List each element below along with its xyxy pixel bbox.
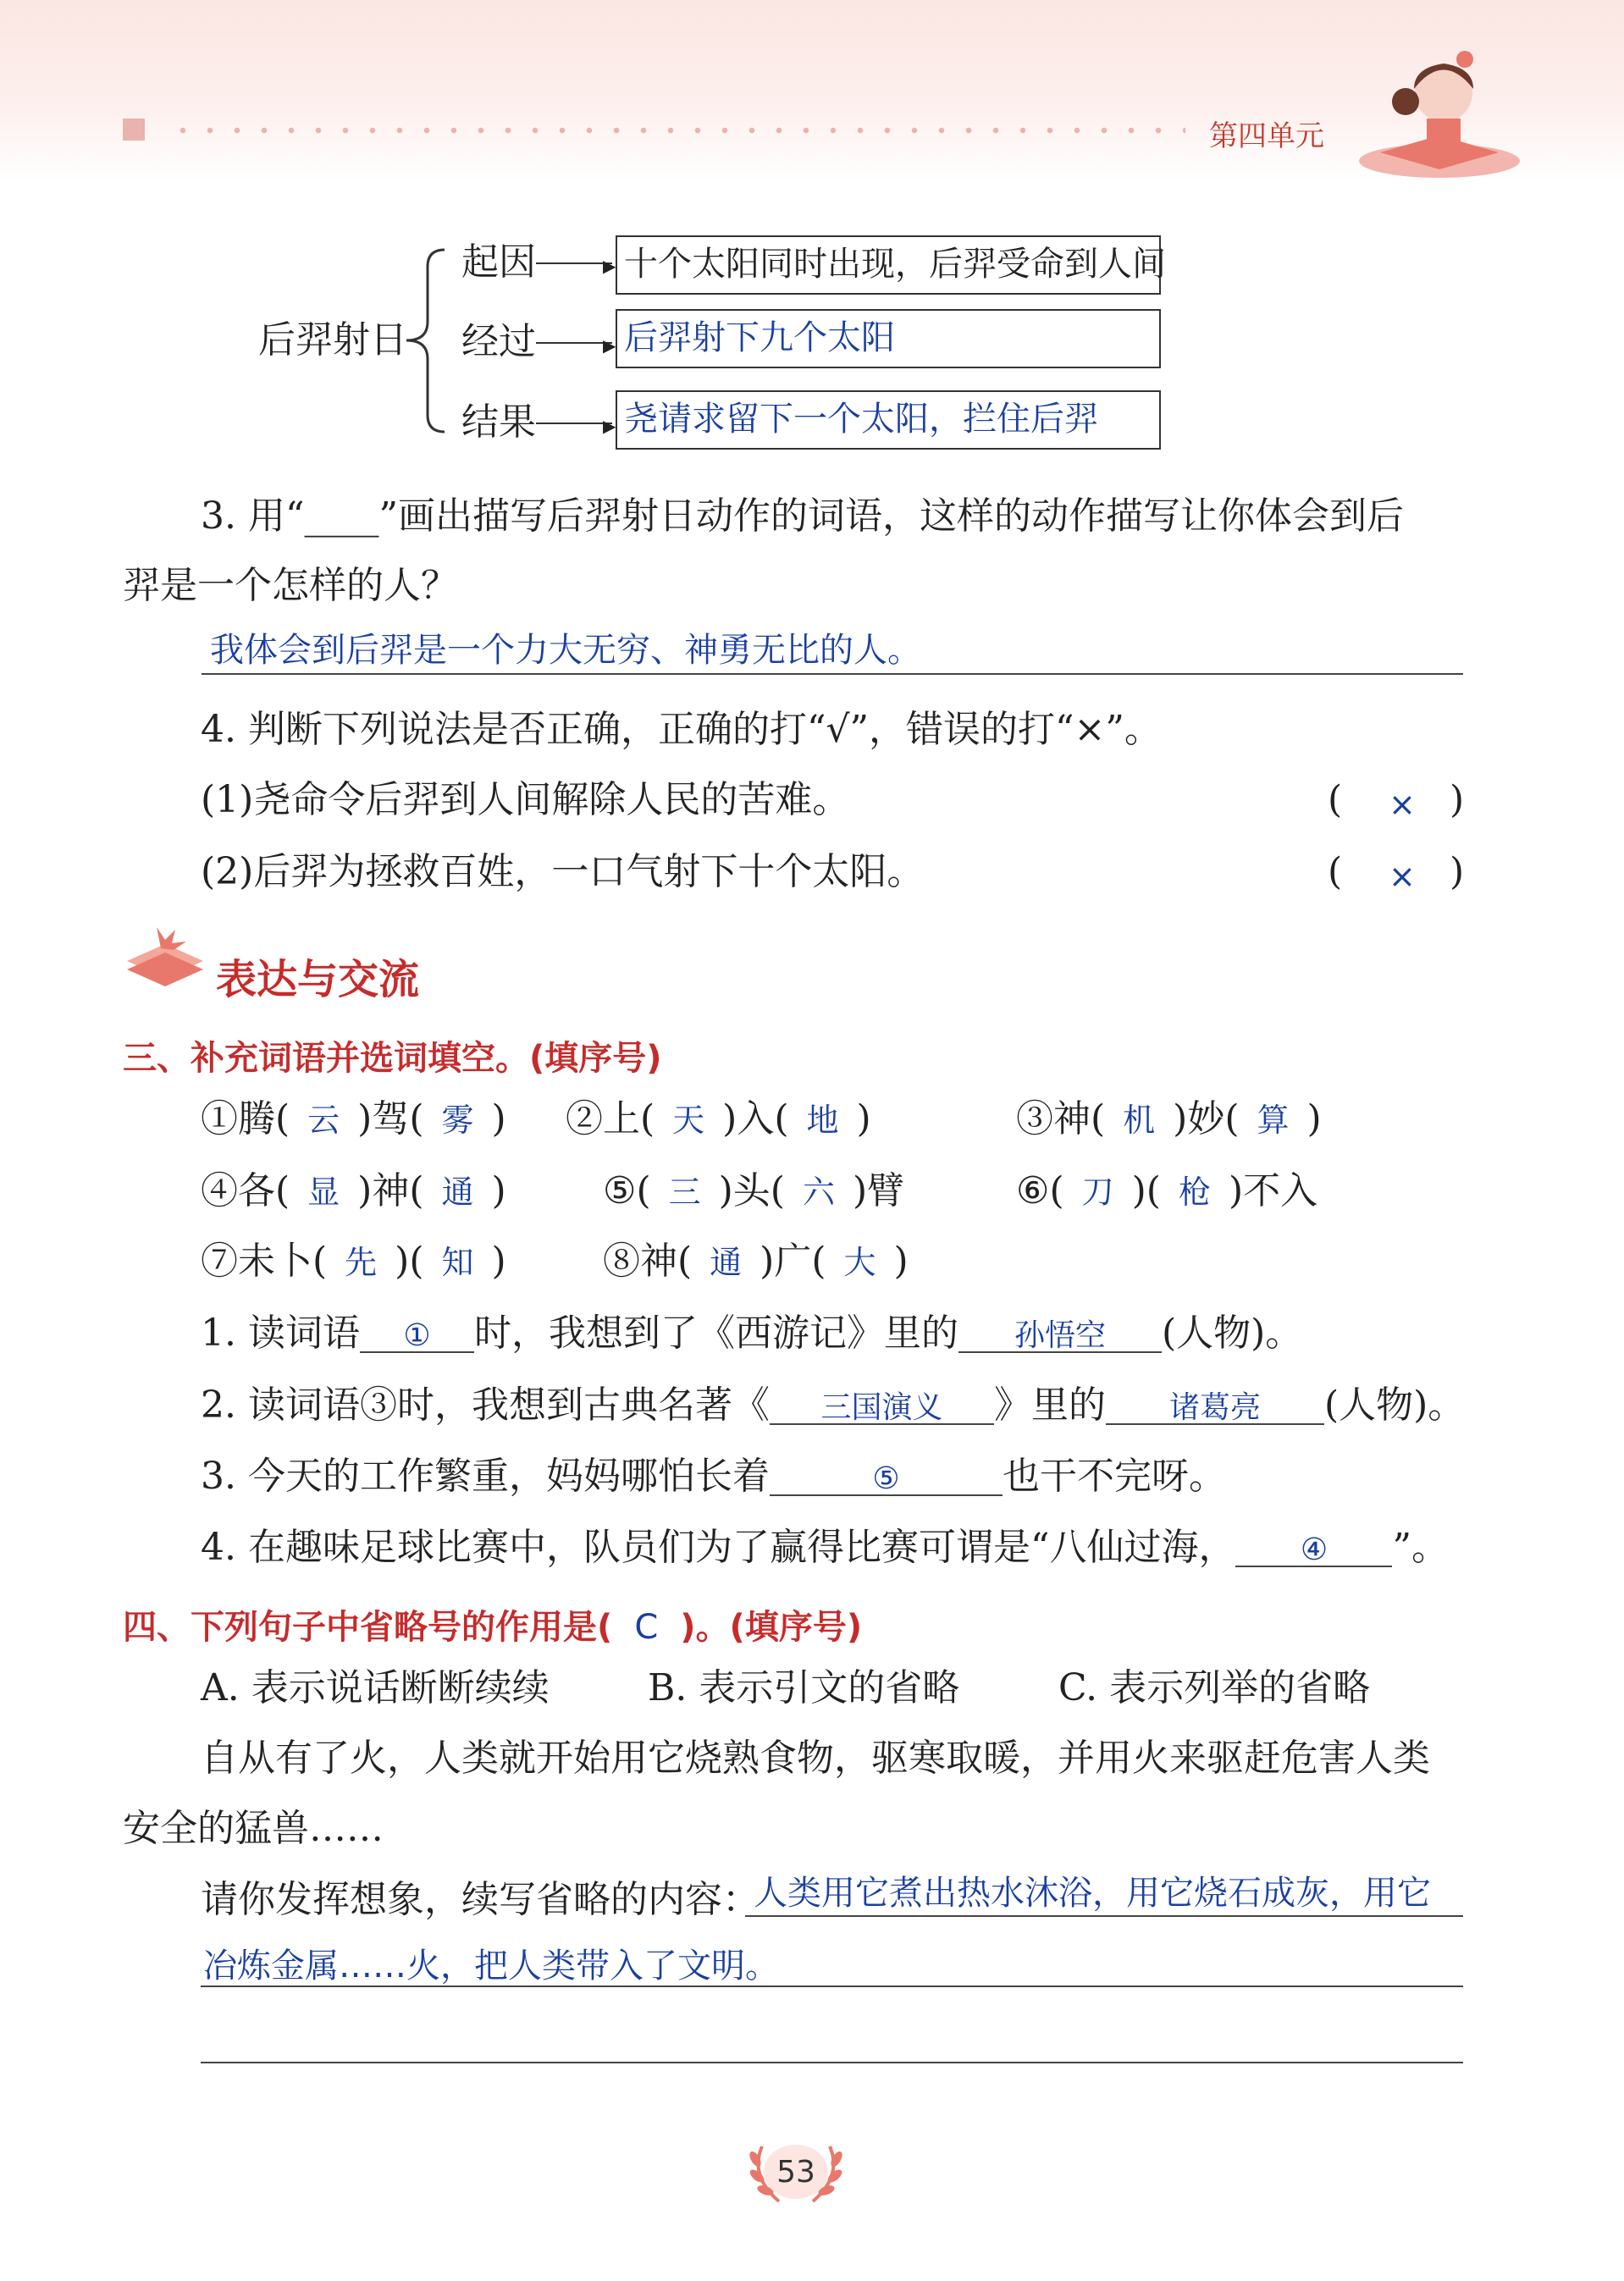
idiom-4-a: ④各( <box>201 1169 290 1212</box>
idiom-1-c: ) <box>491 1097 506 1140</box>
part4-passage-2: 安全的猛兽…… <box>123 1807 384 1850</box>
p3-s1-a: 1. 读词语 <box>201 1312 360 1355</box>
idiom-2-c: ) <box>856 1097 871 1140</box>
idiom-5 <box>603 1169 905 1212</box>
diagram-label-cause: 起因 <box>461 240 536 284</box>
q4-paren-1: ( <box>1328 778 1343 821</box>
idiom-6 <box>1016 1169 1318 1212</box>
part4-heading-b: )。(填序号) <box>680 1608 863 1647</box>
idiom-4-b: )神( <box>357 1169 424 1212</box>
idiom-2-b: )入( <box>722 1097 789 1140</box>
p3-s1-ans2: 孙悟空 <box>958 1321 1162 1353</box>
idiom-7-a: ⑦未卜( <box>201 1240 328 1283</box>
idiom-7-ans1: 先 <box>345 1244 378 1281</box>
idiom-8-a: ⑧神( <box>603 1240 693 1283</box>
part4-line-3 <box>201 2062 1463 2063</box>
idiom-2-ans2: 地 <box>806 1102 839 1139</box>
q4-paren-1-close: ) <box>1450 778 1465 821</box>
part4-line-2 <box>201 1986 1463 1987</box>
idiom-5-c: )臂 <box>852 1169 905 1212</box>
part4-option-a: A. 表示说话断断续续 <box>201 1666 550 1709</box>
idiom-8-ans1: 通 <box>710 1244 743 1281</box>
idiom-1-ans2: 雾 <box>441 1102 474 1139</box>
arrow-line-cause <box>536 262 612 264</box>
p3-s3-b: 也干不完呀。 <box>1002 1455 1226 1498</box>
idiom-5-ans2: 六 <box>802 1174 835 1211</box>
p3-s2-ans1: 三国演义 <box>770 1393 994 1425</box>
q4-paren-2-close: ) <box>1450 850 1465 893</box>
arrow-head-process: ▶ <box>603 335 616 356</box>
q3-line1: 3. 用“____”画出描写后羿射日动作的词语，这样的动作描写让你体会到后 <box>201 494 1404 538</box>
idiom-8 <box>603 1240 909 1283</box>
idiom-7 <box>201 1240 506 1283</box>
part4-answer-2: 冶炼金属……火，把人类带入了文明。 <box>203 1947 779 1986</box>
p3-s1 <box>201 1312 1303 1355</box>
idiom-1 <box>201 1097 506 1140</box>
idiom-7-b: )( <box>395 1240 424 1283</box>
idiom-8-b: )广( <box>760 1240 826 1283</box>
idiom-6-c: )不入 <box>1228 1169 1318 1212</box>
arrow-head-cause: ▶ <box>603 256 616 276</box>
idiom-7-c: ) <box>491 1240 506 1283</box>
part4-line-1 <box>745 1915 1463 1917</box>
p3-s3-ans: ⑤ <box>770 1464 1003 1496</box>
book-icon <box>123 923 207 991</box>
p3-s4-a: 4. 在趣味足球比赛中，队员们为了赢得比赛可谓是“八仙过海， <box>201 1526 1236 1569</box>
p3-s2-a: 2. 读词语③时，我想到古典名著《 <box>201 1384 770 1427</box>
q4-answer-1: × <box>1389 786 1416 823</box>
idiom-4-ans1: 显 <box>307 1174 340 1211</box>
q3-line2: 羿是一个怎样的人？ <box>123 564 458 607</box>
diagram-answer-result: 尧请求留下一个太阳，拦住后羿 <box>624 400 1098 439</box>
diagram-answer-process: 后羿射下九个太阳 <box>624 318 895 357</box>
idiom-5-b: )头( <box>718 1169 785 1212</box>
idiom-6-ans1: 刀 <box>1081 1174 1114 1211</box>
q3-answer-line <box>202 673 1463 675</box>
idiom-7-ans2: 知 <box>441 1244 474 1281</box>
p3-s1-ans1: ① <box>360 1321 474 1353</box>
idiom-6-a: ⑥( <box>1016 1169 1064 1212</box>
arrow-head-result: ▶ <box>603 416 616 436</box>
idiom-1-ans1: 云 <box>307 1102 340 1139</box>
q4-paren-2: ( <box>1328 850 1343 893</box>
idiom-4-ans2: 通 <box>441 1174 474 1211</box>
idiom-8-ans2: 大 <box>843 1244 876 1281</box>
idiom-8-c: ) <box>893 1240 909 1283</box>
p3-s3 <box>201 1455 1226 1498</box>
p3-s4 <box>201 1526 1449 1569</box>
idiom-4-c: ) <box>491 1169 506 1212</box>
p3-s2-c: (人物)。 <box>1323 1384 1466 1427</box>
idiom-6-b: )( <box>1131 1169 1161 1212</box>
part4-option-c: C. 表示列举的省略 <box>1058 1666 1371 1709</box>
q4-item-1: (1)尧命令后羿到人间解除人民的苦难。 <box>201 778 850 821</box>
part4-heading <box>123 1600 862 1649</box>
part4-heading-answer: C <box>634 1608 659 1647</box>
part4-option-b: B. 表示引文的省略 <box>648 1666 960 1709</box>
diagram-box-cause <box>616 235 1166 295</box>
p3-s1-b: 时，我想到了《西游记》里的 <box>473 1312 958 1355</box>
diagram-box-process <box>616 309 1161 368</box>
diagram-topic: 后羿射日 <box>258 318 407 362</box>
header-dots <box>169 127 1185 134</box>
part3-heading: 三、补充词语并选词填空。(填序号) <box>123 1039 662 1078</box>
idiom-4 <box>201 1169 506 1212</box>
arrow-line-result <box>536 423 612 424</box>
header-square <box>123 119 145 141</box>
idiom-3-b: )妙( <box>1173 1097 1240 1140</box>
part4-heading-a: 四、下列句子中省略号的作用是( <box>123 1608 613 1647</box>
diagram-label-result: 结果 <box>461 400 536 444</box>
idiom-3-ans1: 机 <box>1123 1102 1156 1139</box>
p3-s4-ans: ④ <box>1235 1535 1392 1567</box>
part4-prompt: 请你发挥想象，续写省略的内容： <box>201 1878 760 1921</box>
p3-s4-b: ”。 <box>1392 1526 1449 1569</box>
girl-reading-illustration <box>1346 34 1533 186</box>
p3-s2-ans2: 诸葛亮 <box>1106 1393 1324 1425</box>
page-number: 53 <box>776 2155 815 2190</box>
idiom-6-ans2: 枪 <box>1178 1174 1211 1211</box>
p3-s2 <box>201 1384 1466 1427</box>
diagram-box-result <box>616 390 1161 450</box>
idiom-2-a: ②上( <box>566 1097 655 1140</box>
idiom-3 <box>1016 1097 1322 1140</box>
idiom-1-b: )驾( <box>357 1097 424 1140</box>
idiom-1-a: ①腾( <box>201 1097 290 1140</box>
idiom-3-c: ) <box>1306 1097 1322 1140</box>
q4-item-2: (2)后羿为拯救百姓，一口气射下十个太阳。 <box>201 850 925 893</box>
idiom-2 <box>566 1097 871 1140</box>
diagram-label-process: 经过 <box>461 320 536 363</box>
idiom-3-a: ③神( <box>1016 1097 1106 1140</box>
part4-answer-1: 人类用它煮出热水沐浴，用它烧石成灰，用它 <box>754 1874 1431 1913</box>
p3-s2-b: 》里的 <box>993 1384 1106 1427</box>
q4-answer-2: × <box>1389 858 1416 895</box>
q3-answer: 我体会到后羿是一个力大无穷、神勇无比的人。 <box>210 631 921 670</box>
idiom-3-ans2: 算 <box>1257 1102 1290 1139</box>
idiom-5-a: ⑤( <box>603 1169 651 1212</box>
q4-prompt: 4. 判断下列说法是否正确，正确的打“√”，错误的打“×”。 <box>201 708 1162 751</box>
p3-s1-c: (人物)。 <box>1161 1312 1303 1355</box>
idiom-5-ans1: 三 <box>668 1174 701 1211</box>
unit-label: 第四单元 <box>1209 119 1324 153</box>
diagram-text-cause: 十个太阳同时出现，后羿受命到人间 <box>624 245 1166 284</box>
part4-passage-1: 自从有了火，人类就开始用它烧熟食物，驱寒取暖，并用火来驱赶危害人类 <box>201 1737 1430 1780</box>
section-title: 表达与交流 <box>216 956 420 1003</box>
arrow-line-process <box>536 342 612 344</box>
p3-s3-a: 3. 今天的工作繁重，妈妈哪怕长着 <box>201 1455 770 1498</box>
idiom-2-ans1: 天 <box>672 1102 705 1139</box>
